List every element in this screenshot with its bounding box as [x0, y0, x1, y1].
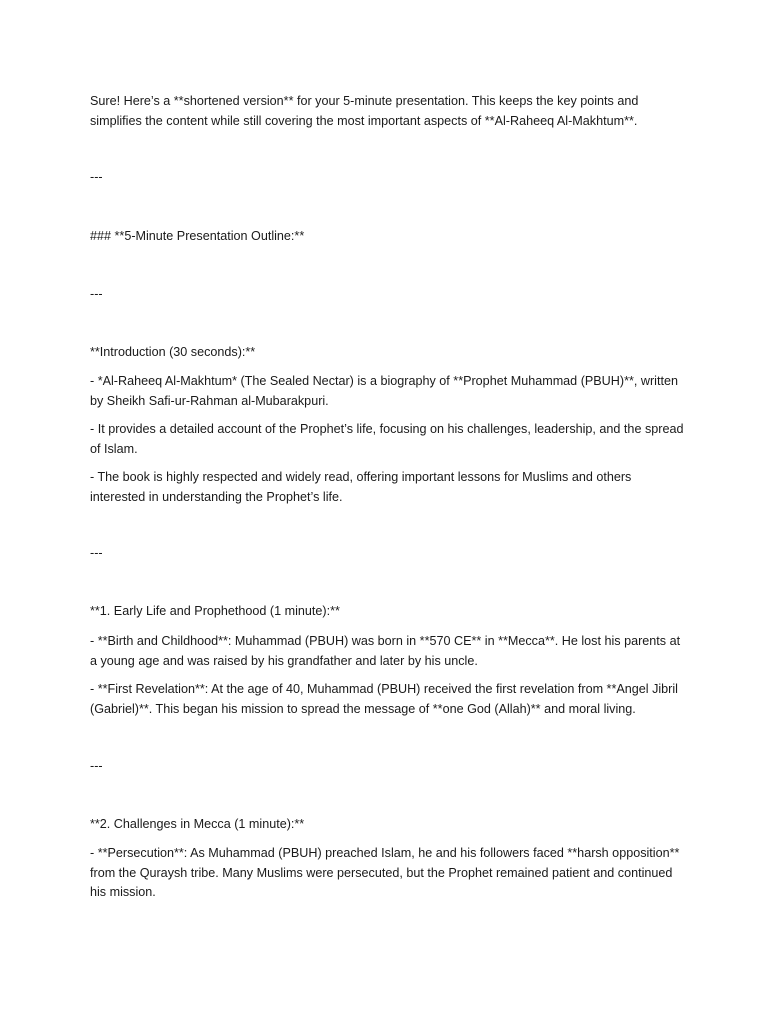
- separator: ---: [90, 759, 103, 773]
- introduction-bullet: - The book is highly respected and widely read, offering important lessons for Muslims and others interested in understanding the Prophet’s life.: [90, 470, 632, 504]
- section1-bullet: - **First Revelation**: At the age of 40, Muhammad (PBUH) received the first revelation from **Angel Jibril (Gabriel)**. This began his mission to spread the message of **one God (Allah)** and moral living.: [90, 682, 678, 716]
- outline-heading: ### **5-Minute Presentation Outline:**: [90, 229, 305, 243]
- separator: ---: [90, 170, 103, 184]
- introduction-title: **Introduction (30 seconds):**: [90, 345, 256, 359]
- separator: ---: [90, 546, 103, 560]
- section1-bullet: - **Birth and Childhood**: Muhammad (PBUH) was born in **570 CE** in **Mecca**. He lost his parents at a young age and was raised by his grandfather and later by his uncle.: [90, 634, 681, 668]
- section1-title: **1. Early Life and Prophethood (1 minute):**: [90, 604, 340, 618]
- introduction-bullet: - It provides a detailed account of the Prophet’s life, focusing on his challenges, leadership, and the spread of Islam.: [90, 422, 684, 456]
- separator: ---: [90, 287, 103, 301]
- intro-paragraph: Sure! Here’s a **shortened version** for your 5-minute presentation. This keeps the key points and simplifies the content while still covering the most important aspects of **Al-Raheeq Al-Makhtum**.: [90, 94, 639, 128]
- introduction-bullet: - *Al-Raheeq Al-Makhtum* (The Sealed Nectar) is a biography of **Prophet Muhammad (PBUH)**, written by Sheikh Safi-ur-Rahman al-Mubarakpuri.: [90, 374, 678, 408]
- section2-bullet: - **Persecution**: As Muhammad (PBUH) preached Islam, he and his followers faced **harsh opposition** from the Quraysh tribe. Many Muslims were persecuted, but the Prophet remained patient and continued his mission.: [90, 846, 680, 899]
- section2-title: **2. Challenges in Mecca (1 minute):**: [90, 817, 305, 831]
